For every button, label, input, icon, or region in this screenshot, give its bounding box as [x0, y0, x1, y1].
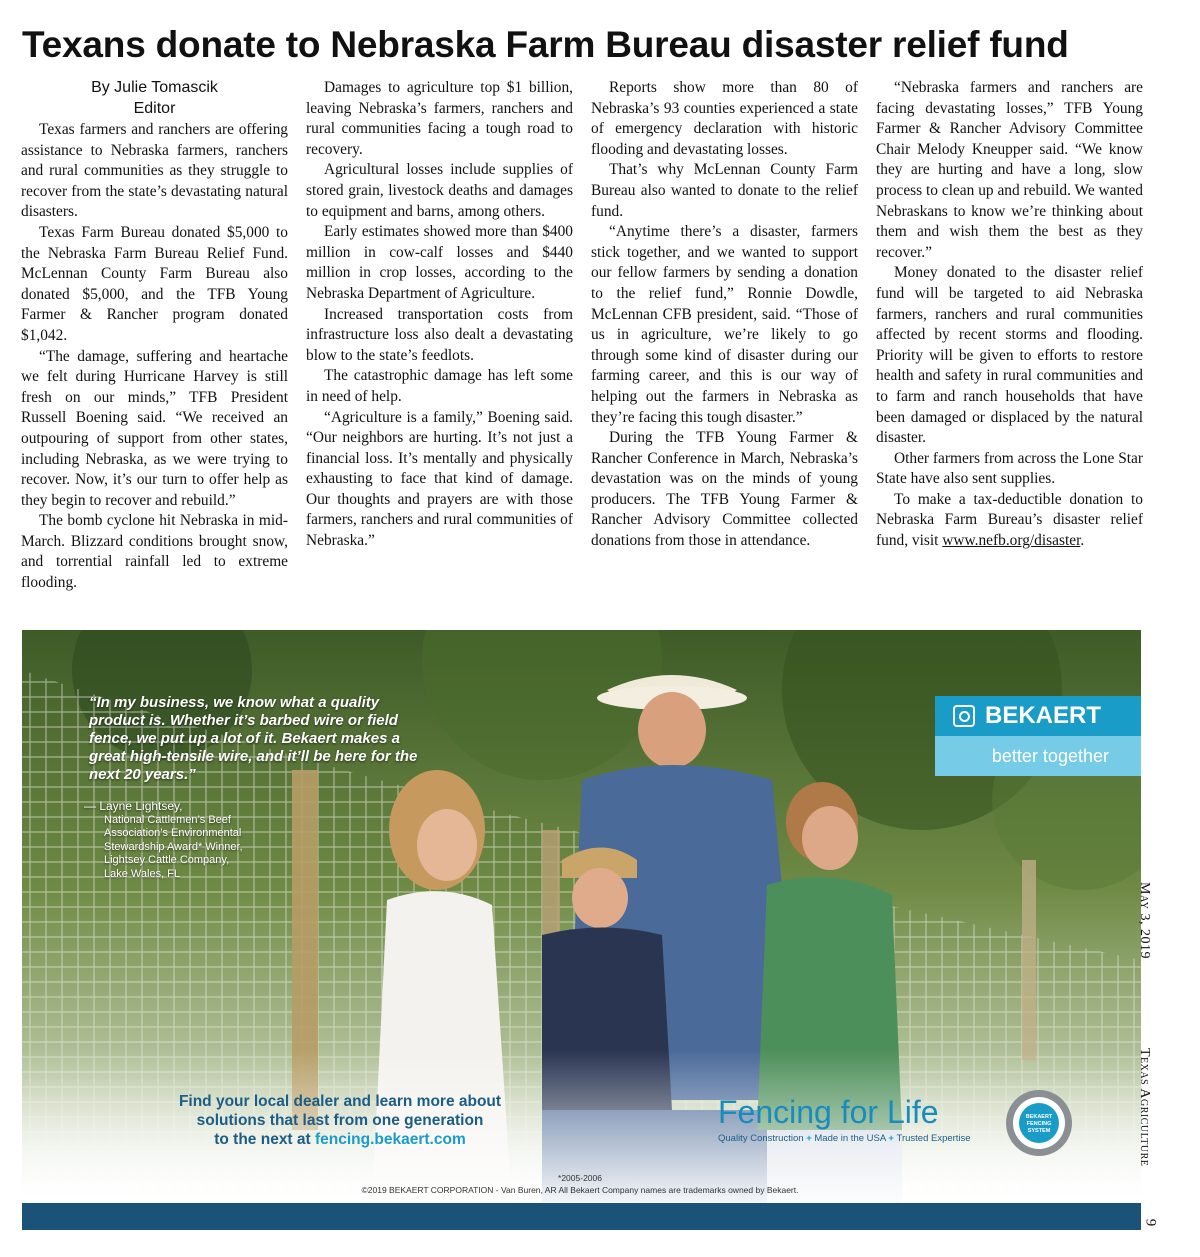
paragraph: Texas Farm Bureau donated $5,000 to the Nebraska Farm Bureau Relief Fund. McLennan County Farm Bureau also donated $5,000, and the TFB Young Farmer & Rancher program donated $1,042. [21, 223, 288, 344]
fencing-for-life [718, 1092, 971, 1144]
plus-icon: + [888, 1133, 897, 1144]
ad-footnote: *2005-2006 [558, 1173, 602, 1183]
paragraph: “Nebraska farmers and ranchers are facing devastating losses,” TFB Young Farmer & Rancher Advisory Committee Chair Melody Kneupper said. “We know they are hurting and have a long, slow process to clean up and rebuild. We wanted Nebraskans to know we’re thinking about them and wish them the best as they recover.” [876, 79, 1143, 261]
attribution-detail: Stewardship Award* Winner, [104, 840, 243, 853]
feature-item: Quality Construction [718, 1133, 804, 1144]
byline [21, 78, 288, 119]
feature-item: Trusted Expertise [896, 1133, 971, 1144]
paragraph: Reports show more than 80 of Nebraska’s 93 counties experienced a state of emergency declaration with historic flooding and devastating losses. [591, 79, 858, 158]
publication-name: Texas Agriculture [1137, 1048, 1152, 1167]
testimonial-attribution [84, 800, 324, 881]
dealer-line-3 [110, 1130, 570, 1149]
paragraph: That’s why McLennan County Farm Bureau also wanted to donate to the relief fund. [591, 161, 858, 220]
paragraph-end: . [1080, 532, 1085, 550]
byline-role: Editor [133, 99, 176, 117]
attribution-detail: Lightsey Cattle Company, [104, 854, 230, 866]
feature-item: Made in the USA [814, 1133, 886, 1144]
paragraph [876, 490, 1143, 552]
article-column-4 [876, 78, 1143, 552]
paragraph: Texas farmers and ranchers are offering assistance to Nebraska farmers, ranchers and rural communities as they struggle to recover from the state’s devastating natural disasters. [21, 121, 288, 221]
dealer-line-1: Find your local dealer and learn more about [178, 1093, 502, 1110]
bekaert-logo-icon [953, 705, 975, 727]
attribution-detail: Association’s Environmental [104, 827, 242, 839]
article-column-3 [591, 78, 858, 552]
paragraph: During the TFB Young Farmer & Rancher Conference in March, Nebraska’s devastation was on the minds of young producers. The TFB Young Farmer & Rancher Advisory Committee collected donations from those in attendance. [591, 429, 858, 550]
paragraph-text: To make a tax-deductible donation to Nebraska Farm Bureau’s disaster relief fund, visit [876, 490, 1143, 550]
footer-bar [22, 1203, 1141, 1230]
attribution-detail: National Cattlemen’s Beef [104, 813, 231, 826]
dealer-link[interactable]: fencing.bekaert.com [315, 1131, 466, 1148]
slogan: Fencing for Life [718, 1094, 939, 1130]
paragraph: Early estimates showed more than $400 million in cow-calf losses and $440 million in crop losses, according to the Nebraska Department of Agriculture. [306, 223, 573, 302]
paragraph: Damages to agriculture top $1 billion, leaving Nebraska’s farmers, ranchers and rural communities facing a tough road to recovery. [306, 79, 573, 158]
dealer-line-2: solutions that last from one generation [196, 1112, 484, 1129]
bekaert-logo-box [935, 696, 1141, 776]
brand-name: BEKAERT [985, 702, 1102, 729]
ad-copyright: ©2019 BEKAERT CORPORATION - Van Buren, AR All Bekaert Company names are trademarks owned by Bekaert. [361, 1185, 799, 1195]
paragraph: The bomb cyclone hit Nebraska in mid-March. Blizzard conditions brought snow, and torrential rainfall led to extreme flooding. [21, 512, 288, 592]
paragraph: “Agriculture is a family,” Boening said. “Our neighbors are hurting. It’s not just a financial loss. It’s mentally and physically exhausting to face that kind of damage. Our thoughts and prayers are with those farmers, ranchers and rural communities of Nebraska.” [306, 408, 573, 550]
testimonial-quote: “In my business, we know what a quality product is. Whether it’s barbed wire or field fence, we put up a lot of it. Bekaert makes a great high-tensile wire, and it’ll be here for the next 20 years.” [89, 694, 418, 783]
paragraph: Other farmers from across the Lone Star State have also sent supplies. [876, 449, 1143, 488]
brand-tagline: better together [935, 736, 1141, 776]
paragraph: Increased transportation costs from infrastructure loss also dealt a devastating blow to the state’s feedlots. [306, 305, 573, 364]
seal-text: BEKAERT [1025, 1114, 1053, 1120]
brand-bar [935, 696, 1141, 736]
issue-date: May 3, 2019 [1137, 882, 1152, 959]
article-column-2 [306, 78, 573, 552]
paragraph: Money donated to the disaster relief fund will be targeted to aid Nebraska farmers, ranchers and rural communities affected by recent storms and flooding. Priority will be given to efforts to restore health and safety in rural communities and to farm and ranch households that have been damaged or displaced by the natural disaster. [876, 264, 1143, 447]
byline-author: By Julie Tomascik [91, 79, 218, 96]
feature-list [718, 1133, 971, 1144]
headline: Texans donate to Nebraska Farm Bureau disaster relief fund [22, 24, 1069, 65]
fencing-system-seal-icon [1004, 1088, 1074, 1158]
plus-icon: + [806, 1133, 815, 1144]
paragraph: The catastrophic damage has left some in need of help. [306, 367, 573, 405]
page-number: 9 [1142, 1218, 1159, 1227]
paragraph: “Anytime there’s a disaster, farmers stick together, and we wanted to support our fellow farmers by sending a donation to the relief fund,” Ronnie Dowdle, McLennan CFB president, said. “Those of us in agriculture, we’re likely to go through some kind of disaster during our farming career, and this is our way of helping out the farmers in Nebraska as they’re facing this tough disaster.” [591, 223, 858, 426]
attribution-detail: Lake Wales, FL [104, 867, 181, 880]
dealer-callout [110, 1092, 570, 1149]
dealer-line-3-text: to the next at [214, 1131, 315, 1148]
article-column-1 [21, 78, 288, 594]
paragraph: “The damage, suffering and heartache we felt during Hurricane Harvey is still fresh on our minds,” TFB President Russell Boening said. “We received an outpouring of support from other states, including Nebraska, as we were trying to recover. Now, it’s our turn to offer help as they begin to recover and rebuild.” [21, 347, 288, 509]
seal-text: FENCING [1026, 1121, 1052, 1127]
attribution-name: — Layne Lightsey, [84, 799, 183, 813]
paragraph: Agricultural losses include supplies of stored grain, livestock deaths and damages to equipment and barns, among others. [306, 161, 573, 220]
relief-fund-link[interactable]: www.nefb.org/disaster [942, 532, 1081, 550]
seal-text: SYSTEM [1027, 1128, 1051, 1134]
